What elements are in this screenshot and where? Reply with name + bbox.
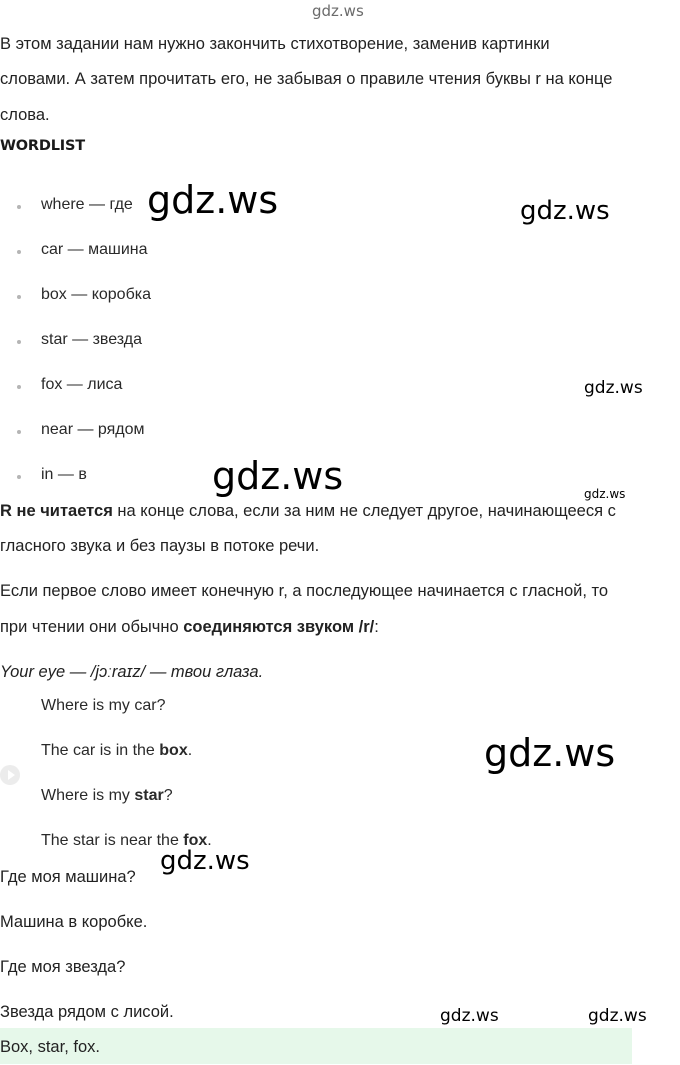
poem-answer-word: star — [134, 787, 164, 804]
example-line: Your eye — /jɔːraɪz/ — твои глаза. — [0, 663, 264, 681]
translation-line: Машина в коробке. — [0, 913, 148, 931]
watermark: gdz.ws — [520, 196, 610, 226]
poem-answer-word: fox — [183, 832, 208, 849]
watermark: gdz.ws — [160, 846, 250, 876]
watermark: gdz.ws — [584, 487, 626, 501]
bullet-icon — [17, 205, 21, 209]
bullet-icon — [17, 430, 21, 434]
rule-text: : — [374, 618, 379, 636]
poem-text: ? — [163, 787, 173, 804]
rule-line-4 — [0, 609, 379, 645]
wordlist-item: box — коробка — [41, 286, 151, 303]
intro-line-3: слова. — [0, 106, 50, 124]
intro-line-1: В этом задании нам нужно закончить стихотворение, заменив картинки — [0, 35, 550, 53]
watermark: gdz.ws — [584, 378, 643, 398]
wordlist-item: near — рядом — [41, 421, 145, 438]
answer-text: Box, star, fox. — [0, 1038, 100, 1056]
rule-text: при чтении они обычно — [0, 618, 184, 636]
rule-line-3: Если первое слово имеет конечную r, а последующее начинается с гласной, то — [0, 582, 609, 600]
wordlist-item: star — звезда — [41, 331, 142, 348]
poem-text: The star is near the — [41, 832, 184, 849]
play-icon[interactable] — [0, 765, 20, 785]
watermark: gdz.ws — [212, 454, 344, 498]
bullet-icon — [17, 385, 21, 389]
watermark: gdz.ws — [440, 1006, 499, 1026]
wordlist-item: car — машина — [41, 241, 148, 258]
poem-line — [41, 742, 192, 760]
rule-line-2: гласного звука и без паузы в потоке речи. — [0, 537, 320, 555]
intro-line-2: словами. А затем прочитать его, не забывая о правиле чтения буквы r на конце — [0, 70, 613, 88]
watermark: gdz.ws — [588, 1006, 647, 1026]
translation-line: Звезда рядом с лисой. — [0, 1003, 174, 1021]
translation-line: Где моя звезда? — [0, 958, 126, 976]
poem-line: Where is my car? — [41, 697, 166, 714]
watermark: gdz.ws — [484, 731, 616, 775]
rule-bold-sound: соединяются звуком /r/ — [183, 618, 375, 636]
wordlist-item: where — где — [41, 196, 133, 213]
watermark-top: gdz.ws — [312, 2, 364, 20]
rule-bold: R не читается — [0, 502, 113, 520]
bullet-icon — [17, 250, 21, 254]
poem-text: . — [207, 832, 212, 849]
translation-line: Где моя машина? — [0, 868, 136, 886]
bullet-icon — [17, 340, 21, 344]
poem-text: The car is in the — [41, 742, 160, 759]
wordlist-heading: WORDLIST — [0, 138, 85, 154]
wordlist-item: in — в — [41, 466, 87, 483]
poem-text: Where is my — [41, 787, 135, 804]
poem-text: . — [187, 742, 193, 759]
bullet-icon — [17, 475, 21, 479]
rule-line-1 — [0, 493, 616, 529]
rule-text: на конце слова, если за ним не следует другое, начинающееся с — [112, 502, 616, 520]
poem-line — [41, 787, 173, 805]
watermark: gdz.ws — [147, 178, 279, 222]
wordlist-item: fox — лиса — [41, 376, 123, 393]
bullet-icon — [17, 295, 21, 299]
poem-answer-word: box — [159, 742, 188, 759]
